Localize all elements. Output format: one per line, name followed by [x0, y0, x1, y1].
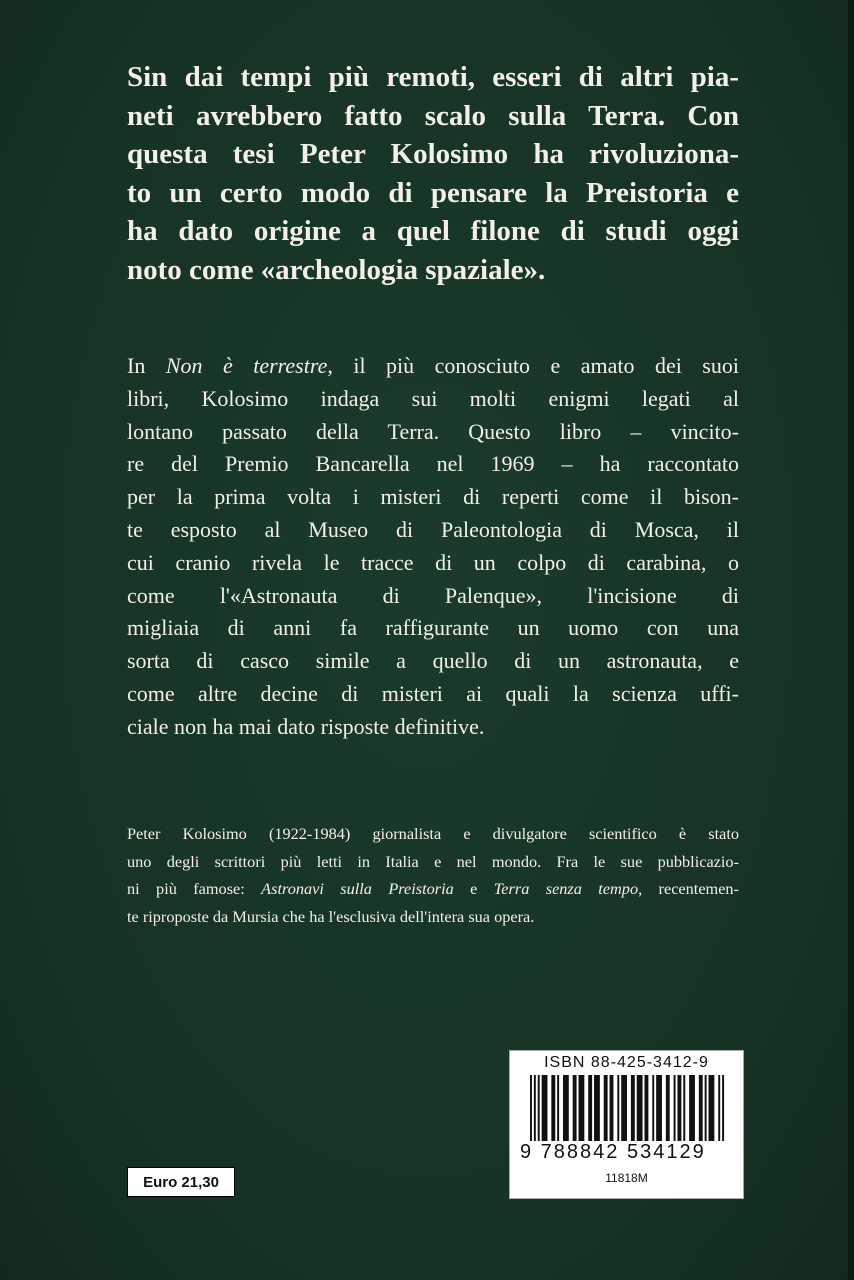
price-sticker: Euro 21,30	[127, 1167, 235, 1197]
barcode-bar	[557, 1075, 559, 1141]
barcode-bar	[573, 1075, 577, 1141]
description-line: migliaia di anni fa raffigurante un uomo con una	[127, 615, 739, 641]
barcode-bar	[594, 1075, 600, 1141]
description-line: come altre decine di misteri ai quali la scienza uffi-	[127, 680, 739, 706]
barcode-bar	[579, 1075, 585, 1141]
barcode-bar	[530, 1075, 532, 1141]
barcode-bar	[534, 1075, 536, 1141]
description-line: sorta di casco simile a quello di un astronauta, e	[127, 648, 739, 674]
barcode-bar	[551, 1075, 555, 1141]
intro-line: noto come «archeologia spaziale».	[127, 253, 546, 286]
intro-line: ha dato origine a quel filone di studi oggi	[127, 215, 739, 247]
bio-line	[127, 820, 739, 848]
barcode-bars	[530, 1075, 726, 1141]
barcode-bar	[689, 1075, 695, 1141]
barcode-bar	[637, 1075, 643, 1141]
bio-line: uno degli scrittori più letti in Italia e nel mondo. Fra le sue pubblicazio-	[127, 851, 739, 871]
description-prefix: In	[127, 353, 166, 378]
description-line: cui cranio rivela le tracce di un colpo di carabina, o	[127, 549, 739, 575]
catalog-code: 11818M	[605, 1171, 648, 1185]
barcode-bar	[674, 1075, 676, 1141]
bio-text: e	[453, 879, 494, 898]
description-line	[127, 350, 739, 383]
description-paragraph	[127, 350, 739, 744]
barcode-bar	[617, 1075, 619, 1141]
barcode-bar	[699, 1075, 703, 1141]
book-title: Non è terrestre	[165, 353, 328, 378]
description-suffix: , il più conosciuto e amato dei suoi	[327, 353, 739, 378]
barcode-bar	[542, 1075, 548, 1141]
barcode-bar	[563, 1075, 569, 1141]
description-line: te esposto al Museo di Paleontologia di Mosca, il	[127, 516, 739, 542]
description-line: libri, Kolosimo indaga sui molti enigmi legati al	[127, 385, 739, 411]
intro-line: Sin dai tempi più remoti, esseri di altri pia-	[127, 61, 739, 93]
barcode-bar	[666, 1075, 670, 1141]
barcode-bar	[709, 1075, 715, 1141]
ean-number: 9 788842 534129	[520, 1141, 706, 1163]
barcode-bar	[718, 1075, 720, 1141]
book-title: Terra senza tempo	[493, 879, 639, 898]
description-line: re del Premio Bancarella nel 1969 – ha raccontato	[127, 451, 739, 477]
bio-line: te riproposte da Mursia che ha l'esclusiva dell'intera sua opera.	[127, 906, 535, 926]
barcode-bar	[677, 1075, 681, 1141]
intro-line: neti avrebbero fatto scalo sulla Terra. Con	[127, 99, 739, 132]
intro-line: questa tesi Peter Kolosimo ha rivoluziona-	[127, 138, 739, 170]
barcode-bar	[610, 1075, 614, 1141]
isbn-label: ISBN 88-425-3412-9	[544, 1054, 709, 1071]
description-line: come l'«Astronauta di Palenque», l'incisione di	[127, 582, 739, 608]
barcode-bar	[683, 1075, 685, 1141]
cover-edge	[848, 0, 854, 1280]
intro-paragraph	[127, 58, 739, 289]
barcode-bar	[656, 1075, 662, 1141]
barcode-bar	[621, 1075, 627, 1141]
bio-text: , recentemen-	[638, 879, 739, 898]
barcode-bar	[604, 1075, 608, 1141]
author-name: Peter Kolosimo	[127, 824, 247, 843]
bio-line	[127, 875, 739, 903]
barcode-bar	[652, 1075, 654, 1141]
author-bio	[127, 820, 739, 930]
intro-line: to un certo modo di pensare la Preistoria e	[127, 176, 739, 209]
bio-text: (1922-1984) giornalista e divulgatore scientifico è stato	[246, 824, 739, 843]
barcode-bar	[631, 1075, 635, 1141]
book-title: Astronavi sulla Preistoria	[261, 879, 454, 898]
barcode-bar	[722, 1075, 724, 1141]
description-line: per la prima volta i misteri di reperti come il bison-	[127, 484, 739, 510]
barcode-bar	[588, 1075, 592, 1141]
bio-text: ni più famose:	[127, 879, 262, 898]
barcode-bar	[538, 1075, 540, 1141]
description-line: ciale non ha mai dato risposte definitive.	[127, 713, 485, 739]
barcode-bar	[705, 1075, 707, 1141]
description-line: lontano passato della Terra. Questo libro – vincito-	[127, 418, 739, 444]
barcode-bar	[645, 1075, 649, 1141]
barcode-sticker	[509, 1050, 744, 1199]
